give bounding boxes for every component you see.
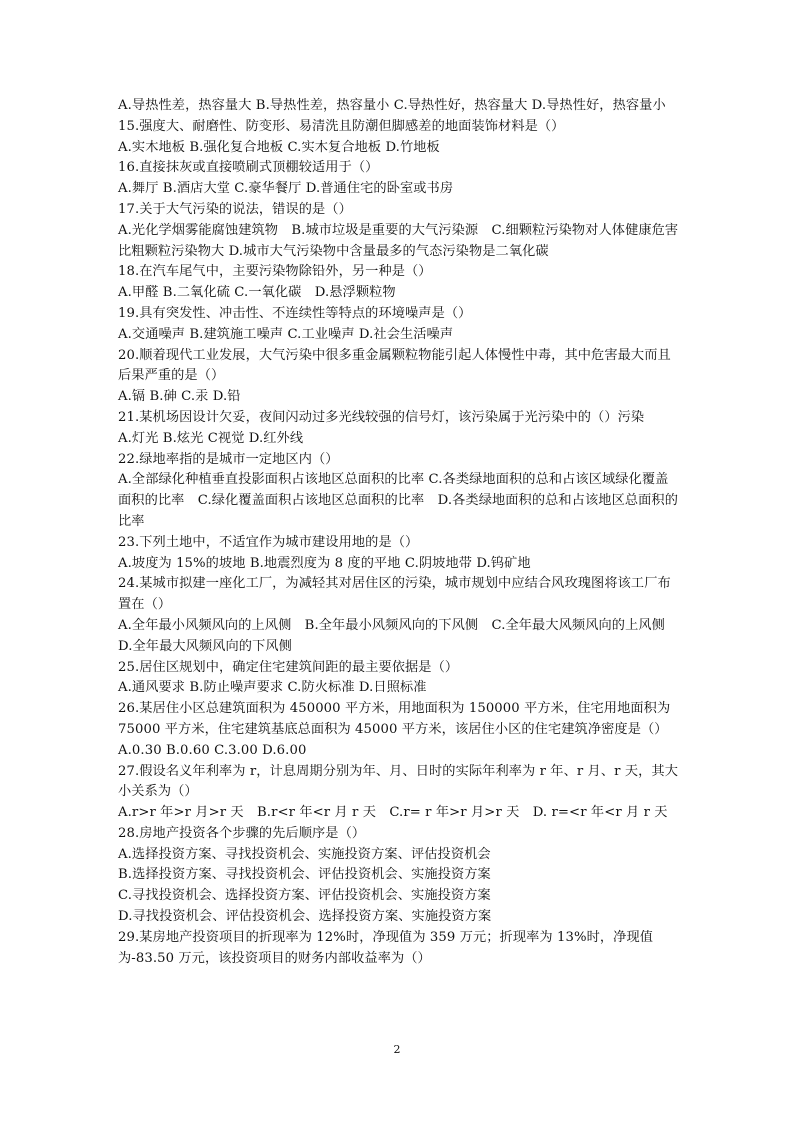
answer-options-14: A.导热性差，热容量大 B.导热性差，热容量小 C.导热性好，热容量大 D.导热性好，热容量小	[118, 98, 666, 113]
question-25: 25.居住区规划中，确定住宅建筑间距的最主要依据是（）	[118, 659, 459, 675]
answer-options-23: A.坡度为 15%的坡地 B.地震烈度为 8 度的平地 C.阴坡地带 D.钨矿地	[118, 555, 531, 571]
answer-options-16: A.舞厅 B.酒店大堂 C.豪华餐厅 D.普通住宅的卧室或书房	[118, 181, 454, 197]
answer-option-28-c: C.寻找投资机会、选择投资方案、评估投资机会、实施投资方案	[118, 888, 491, 904]
question-24: 24.某城市拟建一座化工厂，为减轻其对居住区的污染，城市规划中应结合风玫瑰图将该工厂布置在（）	[118, 576, 671, 613]
question-15: 15.强度大、耐磨性、防变形、易清洗且防潮但脚感差的地面装饰材料是（）	[118, 118, 565, 134]
question-18: 18.在汽车尾气中，主要污染物除铅外，另一种是（）	[118, 264, 432, 280]
question-23: 23.下列土地中，不适宜作为城市建设用地的是（）	[118, 534, 419, 550]
answer-options-15: A.实木地板 B.强化复合地板 C.实木复合地板 D.竹地板	[118, 139, 440, 155]
answer-options-21: A.灯光 B.炫光 C视觉 D.红外线	[118, 430, 304, 446]
question-27: 27.假设名义年利率为 r，计息周期分别为年、月、日时的实际年利率为 r 年、r 月、r 天，其大小关系为（）	[118, 763, 678, 800]
question-16: 16.直接抹灰或直接喷刷式顶棚较适用于（）	[118, 160, 379, 176]
answer-options-27: A.r>r 年>r 月>r 天 B.r<r 年<r 月 r 天 C.r= r 年>r 月>r 天 D. r=<r 年<r 月 r 天	[118, 805, 668, 821]
answer-options-25: A.通风要求 B.防止噪声要求 C.防火标准 D.日照标准	[118, 680, 427, 696]
answer-option-28-d: D.寻找投资机会、评估投资机会、选择投资方案、实施投资方案	[118, 909, 492, 925]
question-26: 26.某居住小区总建筑面积为 450000 平方米，用地面积为 150000 平方米，住宅用地面积为75000 平方米，住宅建筑基底总面积为 45000 平方米，该居住小区的住宅建筑净密度是（）	[118, 701, 671, 737]
question-17: 17.关于大气污染的说法，错误的是（）	[118, 201, 352, 217]
answer-options-22: A.全部绿化种植垂直投影面积占该地区总面积的比率 C.各类绿地面积的总和占该区域绿化覆盖面积的比率 C.绿化覆盖面积占该地区总面积的比率 D.各类绿地面积的总和占该地区总面积的比率	[118, 472, 679, 529]
answer-options-17: A.光化学烟雾能腐蚀建筑物 B.城市垃圾是重要的大气污染源 C.细颗粒污染物对人体健康危害比粗颗粒污染物大 D.城市大气污染物中含量最多的气态污染物是二氧化碳	[118, 222, 679, 259]
question-22: 22.绿地率指的是城市一定地区内（）	[118, 451, 339, 467]
question-19: 19.具有突发性、冲击性、不连续性等特点的环境噪声是（）	[118, 305, 472, 321]
answer-options-19: A.交通噪声 B.建筑施工噪声 C.工业噪声 D.社会生活噪声	[118, 326, 454, 342]
answer-option-28-b: B.选择投资方案、寻找投资机会、评估投资机会、实施投资方案	[118, 867, 491, 883]
answer-options-24: A.全年最小风频风向的上风侧 B.全年最小风频风向的下风侧 C.全年最大风频风向的上风侧 D.全年最大风频风向的下风侧	[118, 617, 665, 654]
answer-options-20: A.镉 B.砷 C.汞 D.铅	[118, 389, 241, 405]
page-body	[118, 96, 680, 969]
answer-options-26: A.0.30 B.0.60 C.3.00 D.6.00	[118, 742, 307, 758]
answer-options-18: A.甲醛 B.二氧化硫 C.一氧化碳 D.悬浮颗粒物	[118, 285, 396, 301]
page-number: 2	[393, 1043, 401, 1056]
question-20: 20.顺着现代工业发展，大气污染中很多重金属颗粒物能引起人体慢性中毒，其中危害最大而且后果严重的是（）	[118, 347, 671, 384]
question-29: 29.某房地产投资项目的折现率为 12%时，净现值为 359 万元；折现率为 13%时，净现值为-83.50 万元，该投资项目的财务内部收益率为（）	[118, 929, 654, 966]
question-21: 21.某机场因设计欠妥，夜间闪动过多光线较强的信号灯，该污染属于光污染中的（）污染	[118, 409, 645, 425]
question-28: 28.房地产投资各个步骤的先后顺序是（）	[118, 825, 366, 841]
answer-option-28-a: A.选择投资方案、寻找投资机会、实施投资方案、评估投资机会	[118, 846, 491, 862]
